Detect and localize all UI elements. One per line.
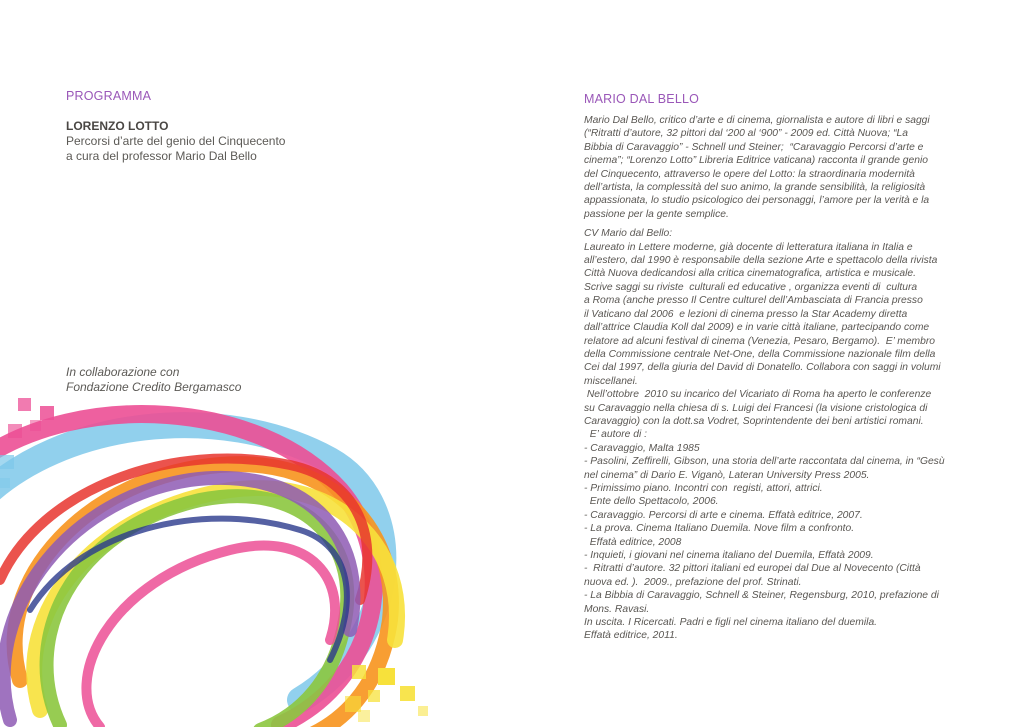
program-title: LORENZO LOTTO bbox=[66, 119, 169, 133]
author-heading: MARIO DAL BELLO bbox=[584, 92, 700, 106]
cv-line: Effatà editrice, 2008 bbox=[584, 536, 682, 548]
cv-line: Scrive saggi su riviste culturali ed educative , organizza eventi di cultura bbox=[584, 281, 918, 293]
bio-line: passione per la gente semplice. bbox=[584, 208, 729, 220]
bio-line: Bibbia di Caravaggio” - Schnell und Steiner; “Caravaggio Percorsi d’arte e bbox=[584, 141, 924, 153]
cv-line: In uscita. I Ricercati. Padri e figli nel cinema italiano del duemila. bbox=[584, 617, 878, 629]
cv-line: dall’attrice Claudia Koll dal 2009) e in varie città italiane, partecipando come bbox=[584, 322, 930, 334]
cv-line: Città Nuova dedicandosi alla critica cinematografica, artistica e musicale. bbox=[584, 268, 916, 280]
bio-line: Mario Dal Bello, critico d’arte e di cinema, giornalista e autore di libri e saggi bbox=[584, 115, 930, 126]
cv-line: Caravaggio) con la dott.sa Vodret, Soprintendente dei beni artistici romani. bbox=[584, 415, 924, 427]
cv-line: Mons. Ravasi. bbox=[584, 603, 650, 615]
cv-line: nel cinema” di Dario E. Viganò, Lateran University Press 2005. bbox=[584, 469, 870, 481]
cv-line: - Caravaggio, Malta 1985 bbox=[584, 442, 700, 454]
program-curator: a cura del professor Mario Dal Bello bbox=[66, 149, 257, 163]
cv-line: - Pasolini, Zeffirelli, Gibson, una storia dell’arte raccontata dal cinema, in “Gesù bbox=[584, 456, 945, 468]
author-bio bbox=[584, 114, 956, 643]
cv-line: su Caravaggio nella chiesa di s. Luigi dei Francesi (la visione cristologica di bbox=[584, 402, 928, 414]
cv-line: il Vaticano dal 2006 e lezioni di cinema presso la Star Academy diretta bbox=[584, 308, 908, 320]
bio-intro bbox=[584, 114, 956, 221]
cv-line: - Inquieti, i giovani nel cinema italiano del Duemila, Effatà 2009. bbox=[584, 550, 874, 561]
cv-line: Nell’ottobre 2010 su incarico del Vicariato di Roma ha aperto le conferenze bbox=[584, 389, 932, 401]
cv-line: - Caravaggio. Percorsi di arte e cinema. Effatà editrice, 2007. bbox=[584, 509, 863, 521]
bio-line: (“Ritratti d’autore, 32 pittori dal ‘200 al ‘900” - 2009 ed. Città Nuova; “La bbox=[584, 128, 908, 140]
cv-line: - Primissimo piano. Incontri con registi, attori, attrici. bbox=[584, 482, 823, 494]
cv-line: a Roma (anche presso Il Centre culturel dell’Ambasciata di Francia presso bbox=[584, 295, 923, 307]
decorative-ribbons-graphic bbox=[0, 380, 440, 727]
bio-line: appassionata, lo studio psicologico dei personaggi, l’amore per la verità e la bbox=[584, 195, 930, 207]
cv-line: relatore ad alcuni festival di cinema (Venezia, Pesaro, Bergamo). E’ membro bbox=[584, 335, 936, 347]
cv-line: E’ autore di : bbox=[584, 429, 647, 441]
cv-line: Effatà editrice, 2011. bbox=[584, 630, 678, 642]
bio-line: del Cinquecento, attraverso le opere del Lotto: la straordinaria modernità bbox=[584, 168, 915, 180]
cv-line: CV Mario dal Bello: bbox=[584, 228, 673, 240]
cv-line: Cei dal 1997, della giuria del David di Donatello. Collabora con saggi in volumi bbox=[584, 362, 941, 374]
collaboration-line-2: Fondazione Credito Bergamasco bbox=[66, 380, 242, 394]
programma-heading: PROGRAMMA bbox=[66, 89, 152, 103]
cv-line: Ente dello Spettacolo, 2006. bbox=[584, 496, 719, 508]
bio-line: dell’artista, la complessità del suo animo, la grande sensibilità, la religiosità bbox=[584, 182, 926, 194]
cv-line: - La prova. Cinema Italiano Duemila. Nove film a confronto. bbox=[584, 523, 855, 535]
cv-line: della Commissione centrale Net-One, della Commissione nazionale film della bbox=[584, 348, 936, 360]
cv-line: all’estero, dal 1990 è responsabile della sezione Arte e spettacolo della rivista bbox=[584, 255, 938, 267]
program-details bbox=[66, 119, 285, 164]
program-subtitle: Percorsi d’arte del genio del Cinquecento bbox=[66, 134, 286, 148]
collaboration-line-1: In collaborazione con bbox=[66, 365, 180, 379]
cv-line: Laureato in Lettere moderne, già docente di letteratura italiana in Italia e bbox=[584, 241, 913, 253]
cv-section bbox=[584, 227, 956, 643]
cv-line: - La Bibbia di Caravaggio, Schnell & Steiner, Regensburg, 2010, prefazione di bbox=[584, 590, 939, 602]
bio-line: cinema”; “Lorenzo Lotto” Libreria Editrice vaticana) racconta il grande genio bbox=[584, 155, 928, 167]
cv-line: - Ritratti d’autore. 32 pittori italiani ed europei dal Due al Novecento (Città bbox=[584, 563, 921, 575]
cv-line: miscellanei. bbox=[584, 375, 638, 387]
cv-line: nuova ed. ). 2009., prefazione del prof. Strinati. bbox=[584, 576, 802, 588]
right-page bbox=[512, 0, 1024, 727]
